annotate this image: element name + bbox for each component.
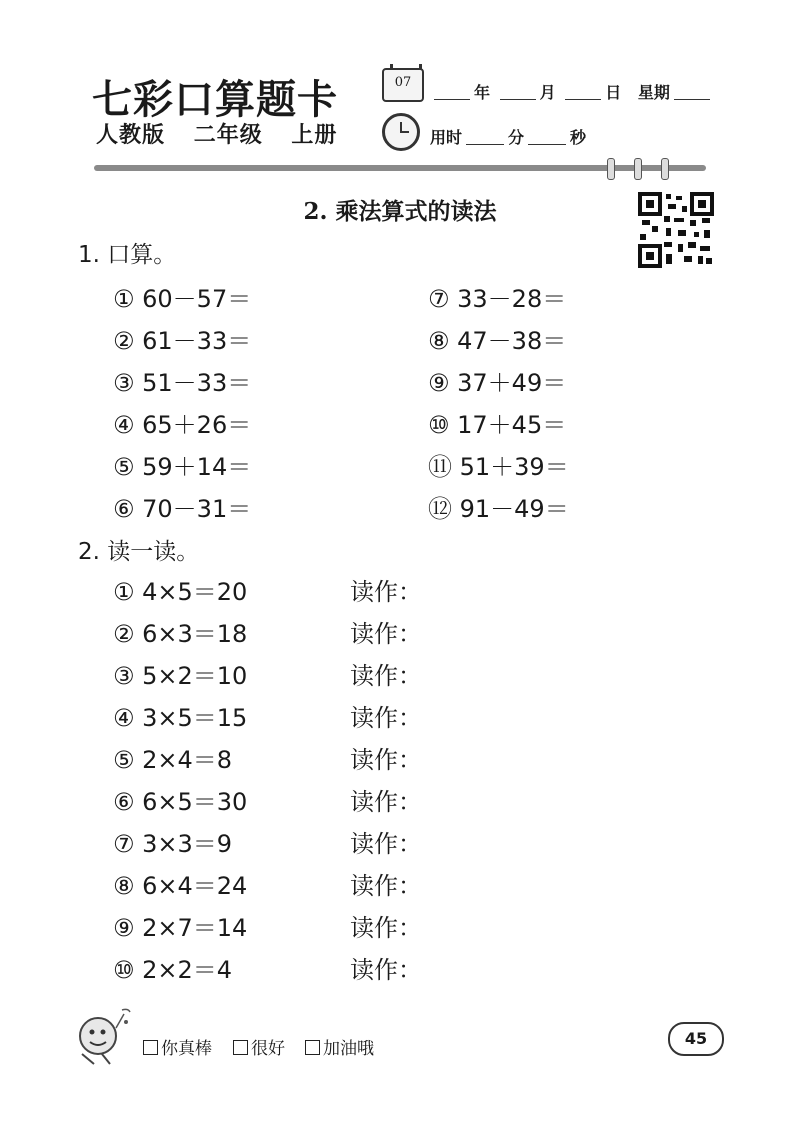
- math-problem: ⑧ 47－38＝: [428, 327, 567, 355]
- year-blank[interactable]: [434, 99, 470, 100]
- edition-publisher: 人教版: [96, 123, 166, 148]
- time-used-label: 用时: [430, 128, 463, 147]
- math-problem: ⑫ 91－49＝: [428, 495, 569, 523]
- read-as-label: 读作：: [350, 620, 422, 648]
- math-problem: ② 61－33＝: [113, 327, 252, 355]
- brand-title: 七彩口算题卡: [92, 76, 338, 123]
- multiplication-equation: ⑨ 2×7＝14: [113, 914, 248, 942]
- seconds-blank[interactable]: [528, 144, 566, 145]
- calendar-day: 07: [394, 75, 412, 90]
- binder-pin-icon: [661, 158, 669, 180]
- rating-great-label: 你真棒: [161, 1039, 212, 1059]
- date-fill-line: [430, 80, 714, 103]
- edition-volume: 上册: [291, 123, 338, 148]
- math-problem: ⑤ 59＋14＝: [113, 453, 252, 481]
- rating-good-label: 很好: [251, 1039, 285, 1059]
- rating-good[interactable]: [233, 1034, 285, 1059]
- read-as-label: 读作：: [350, 914, 422, 942]
- minutes-blank[interactable]: [466, 144, 504, 145]
- rating-keep-going-label: 加油哦: [323, 1039, 374, 1059]
- rating-keep-going[interactable]: [305, 1034, 374, 1059]
- checkbox[interactable]: [143, 1040, 158, 1055]
- multiplication-equation: ⑦ 3×3＝9: [113, 830, 233, 858]
- read-as-label: 读作：: [350, 788, 422, 816]
- checkbox[interactable]: [305, 1040, 320, 1055]
- math-problem: ④ 65＋26＝: [113, 411, 252, 439]
- math-problem: ⑥ 70－31＝: [113, 495, 252, 523]
- multiplication-equation: ⑩ 2×2＝4: [113, 956, 233, 984]
- minutes-label: 分: [508, 128, 525, 147]
- read-as-label: 读作：: [350, 578, 422, 606]
- multiplication-equation: ④ 3×5＝15: [113, 704, 248, 732]
- math-problem: ⑦ 33－28＝: [428, 285, 567, 313]
- month-label: 月: [539, 83, 556, 102]
- binder-pin-icon: [607, 158, 615, 180]
- read-as-label: 读作：: [350, 872, 422, 900]
- qr-code-icon[interactable]: [638, 192, 714, 268]
- seconds-label: 秒: [570, 128, 587, 147]
- math-problem: ⑨ 37＋49＝: [428, 369, 567, 397]
- section-read-aloud-heading: 2. 读一读。: [78, 539, 200, 565]
- edition-info: [96, 118, 357, 149]
- math-problem: ⑩ 17＋45＝: [428, 411, 567, 439]
- multiplication-equation: ① 4×5＝20: [113, 578, 248, 606]
- math-problem: ① 60－57＝: [113, 285, 252, 313]
- multiplication-equation: ⑧ 6×4＝24: [113, 872, 248, 900]
- multiplication-equation: ⑥ 6×5＝30: [113, 788, 248, 816]
- binder-pin-icon: [634, 158, 642, 180]
- math-problem: ⑪ 51＋39＝: [428, 453, 569, 481]
- year-label: 年: [474, 83, 491, 102]
- read-as-label: 读作：: [350, 746, 422, 774]
- weekday-blank[interactable]: [674, 99, 710, 100]
- month-blank[interactable]: [500, 99, 536, 100]
- read-as-label: 读作：: [350, 956, 422, 984]
- weekday-label: 星期: [637, 83, 670, 102]
- mascot-icon: [72, 1004, 136, 1068]
- multiplication-equation: ③ 5×2＝10: [113, 662, 248, 690]
- edition-grade: 二年级: [193, 123, 263, 148]
- page-number: 45: [668, 1022, 724, 1056]
- math-problem: ③ 51－33＝: [113, 369, 252, 397]
- rating-great[interactable]: [143, 1034, 212, 1059]
- section-mental-math-heading: 1. 口算。: [78, 242, 177, 268]
- time-fill-line: [430, 125, 586, 148]
- day-blank[interactable]: [565, 99, 601, 100]
- clock-icon: [382, 113, 420, 151]
- day-label: 日: [605, 83, 622, 102]
- multiplication-equation: ⑤ 2×4＝8: [113, 746, 233, 774]
- page-title: 2. 乘法算式的读法: [303, 198, 497, 225]
- multiplication-equation: ② 6×3＝18: [113, 620, 248, 648]
- calendar-icon: [382, 68, 424, 102]
- read-as-label: 读作：: [350, 662, 422, 690]
- read-as-label: 读作：: [350, 830, 422, 858]
- read-as-label: 读作：: [350, 704, 422, 732]
- checkbox[interactable]: [233, 1040, 248, 1055]
